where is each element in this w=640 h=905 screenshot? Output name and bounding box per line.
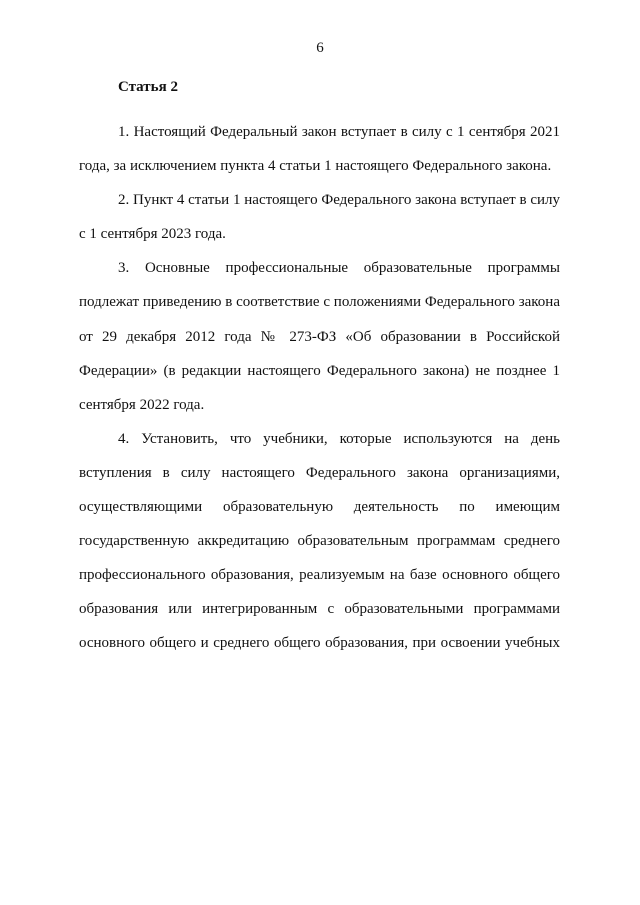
page-number: 6 bbox=[316, 40, 324, 56]
paragraph-3: 3. Основные профессиональные образовательные программы подлежат приведению в соответствие с положениями Федерального закона от 29 декабря 2012 года № 273-ФЗ «Об образовании в Российской Федерации» (в редакции настоящего Федерального закона) не позднее 1 сентября 2022 года. bbox=[79, 260, 560, 413]
document-body bbox=[79, 115, 560, 661]
paragraph-4: 4. Установить, что учебники, которые используются на день вступления в силу настоящего Федерального закона организациями, осуществляющими образовательную деятельность по имеющим государственную аккредитацию образовательным программам среднего профессионального образования, реализуемым на базе основного общего образования или интегрированным с образовательными программами основного общего и среднего общего образования, при освоении учебных bbox=[79, 430, 560, 652]
article-heading: Статья 2 bbox=[118, 79, 178, 95]
paragraph-1: 1. Настоящий Федеральный закон вступает в силу с 1 сентября 2021 года, за исключением пункта 4 статьи 1 настоящего Федерального закона. bbox=[79, 124, 560, 175]
paragraph-2: 2. Пункт 4 статьи 1 настоящего Федерального закона вступает в силу с 1 сентября 2023 года. bbox=[79, 192, 560, 243]
